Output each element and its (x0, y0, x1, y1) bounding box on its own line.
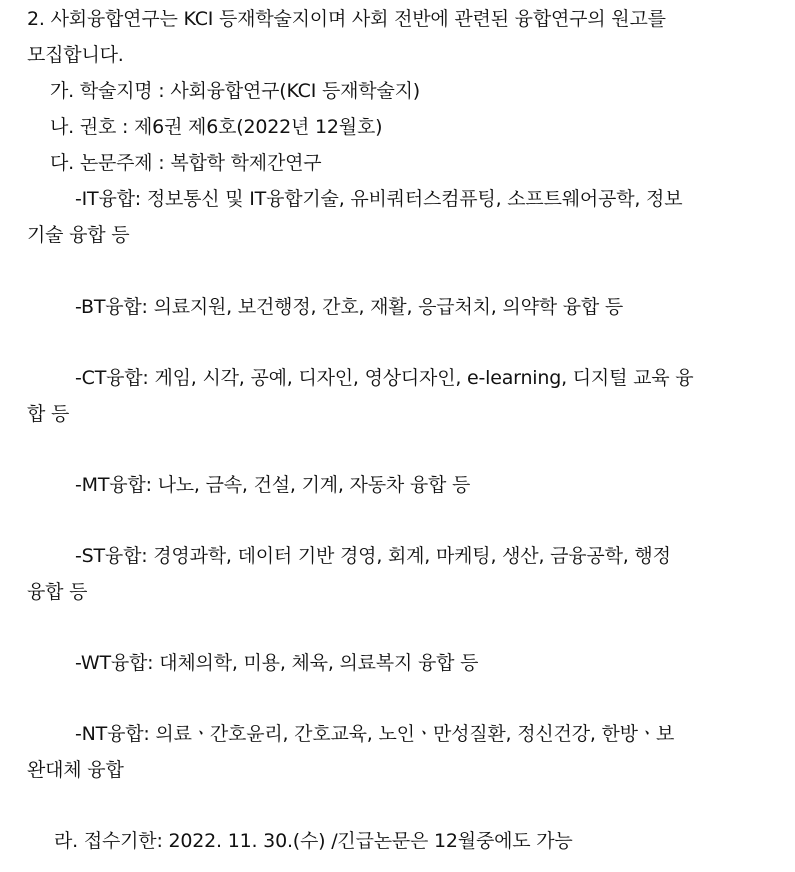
topic-mt-line-1: -MT융합: 나노, 금속, 건설, 기계, 자동차 융합 등 (75, 474, 471, 496)
item-journal-name: 가. 학술지명 : 사회융합연구(KCI 등재학술지) (50, 80, 420, 102)
topic-st-line-1: -ST융합: 경영과학, 데이터 기반 경영, 회계, 마케팅, 생산, 금융공학, 행정 (75, 545, 671, 567)
topic-it-line-1: -IT융합: 정보통신 및 IT융합기술, 유비쿼터스컴퓨팅, 소프트웨어공학, 정보 (75, 188, 683, 210)
topic-bt-line-1: -BT융합: 의료지원, 보건행정, 간호, 재활, 응급처치, 의약학 융합 등 (75, 296, 624, 318)
topic-it-line-2: 기술 융합 등 (27, 224, 130, 246)
topic-nt-line-1: -NT융합: 의료ㆍ간호윤리, 간호교육, 노인ㆍ만성질환, 정신건강, 한방ㆍ보 (75, 723, 675, 745)
intro-line-1: 2. 사회융합연구는 KCI 등재학술지이며 사회 전반에 관련된 융합연구의 원고를 (27, 8, 666, 30)
topic-wt-line-1: -WT융합: 대체의학, 미용, 체육, 의료복지 융합 등 (75, 652, 479, 674)
topic-st-line-2: 융합 등 (27, 581, 88, 603)
topic-ct-line-1: -CT융합: 게임, 시각, 공예, 디자인, 영상디자인, e-learning, 디지털 교육 융 (75, 367, 694, 389)
intro-line-2: 모집합니다. (27, 44, 124, 66)
topic-nt-line-2: 완대체 융합 (27, 759, 124, 781)
topic-ct-line-2: 합 등 (27, 403, 70, 425)
item-paper-topic: 다. 논문주제 : 복합학 학제간연구 (50, 152, 322, 174)
item-submission-deadline: 라. 접수기한: 2022. 11. 30.(수) /긴급논문은 12월중에도 가능 (54, 830, 573, 852)
item-volume-issue: 나. 권호 : 제6권 제6호(2022년 12월호) (50, 116, 383, 138)
